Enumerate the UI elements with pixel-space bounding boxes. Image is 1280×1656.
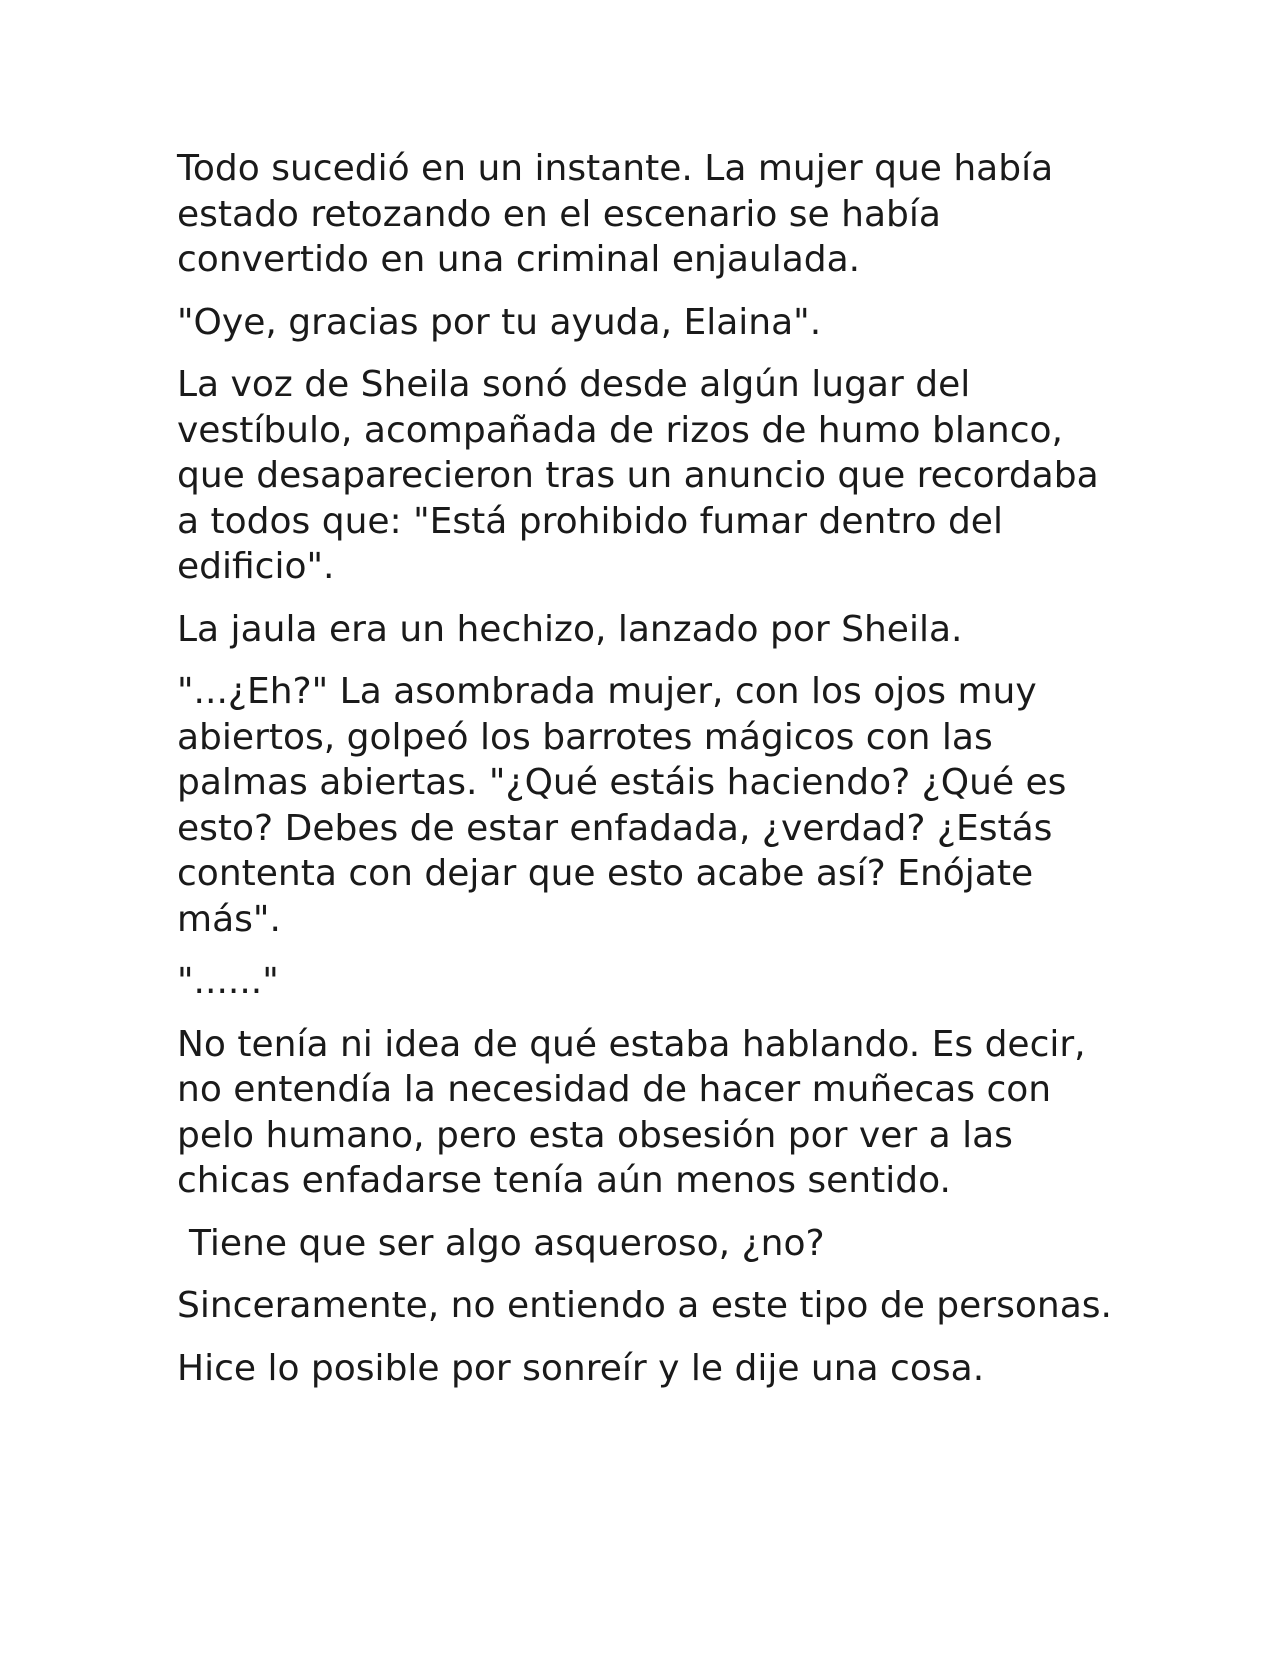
paragraph: Sinceramente, no entiendo a este tipo de personas. (177, 1285, 1112, 1326)
paragraph: "......" (177, 961, 279, 1002)
paragraph: "Oye, gracias por tu ayuda, Elaina". (177, 301, 822, 343)
body-text (177, 146, 1117, 1408)
paragraph: Hice lo posible por sonreír y le dije una cosa. (177, 1347, 985, 1389)
paragraph: La jaula era un hechizo, lanzado por Sheila. (177, 608, 963, 650)
paragraph: La voz de Sheila sonó desde algún lugar del vestíbulo, acompañada de rizos de humo blanco, que desaparecieron tras un anuncio que recordaba a todos que: "Está prohibido fumar dentro del edificio". (177, 364, 1099, 587)
paragraph: Todo sucedió en un instante. La mujer que había estado retozando en el escenario se había convertido en una criminal enjaulada. (177, 148, 1054, 280)
paragraph: Tiene que ser algo asqueroso, ¿no? (189, 1222, 825, 1264)
paragraph: No tenía ni idea de qué estaba hablando. Es decir, no entendía la necesidad de hacer muñecas con pelo humano, pero esta obsesión por ver a las chicas enfadarse tenía aún menos sentido. (177, 1023, 1086, 1201)
paragraph: "...¿Eh?" La asombrada mujer, con los ojos muy abiertos, golpeó los barrotes mágicos con las palmas abiertas. "¿Qué estáis haciendo? ¿Qué es esto? Debes de estar enfadada, ¿verdad? ¿Estás contenta con dejar que esto acabe así? Enójate más". (177, 671, 1067, 940)
